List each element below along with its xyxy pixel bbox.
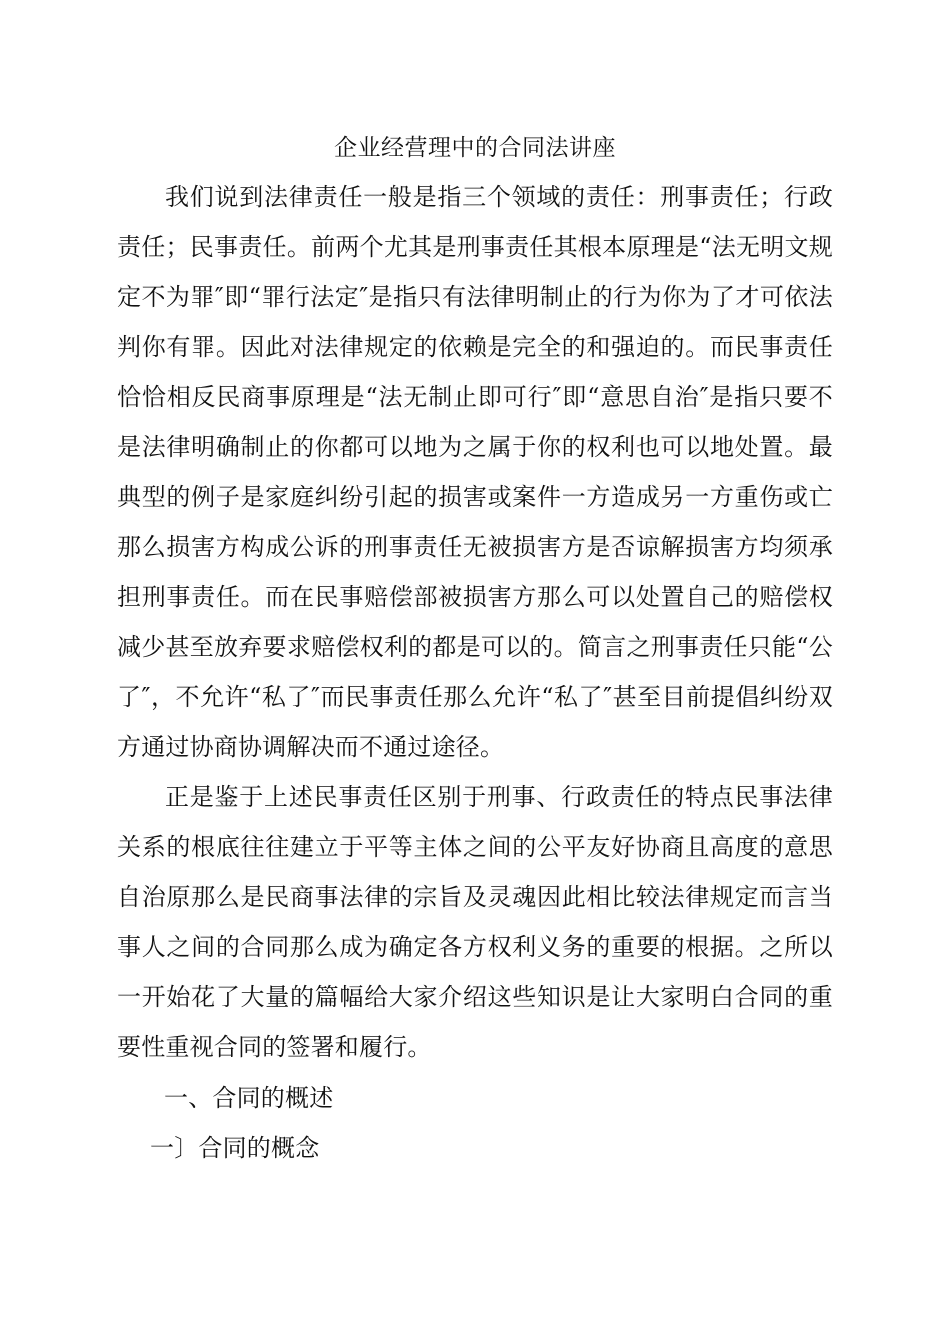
section-heading: 一、合同的概述 xyxy=(164,1084,334,1112)
body-paragraph-1: 我们说到法律责任一般是指三个领域的责任：刑事责任；行政责任；民事责任。前两个尤其是刑事责任其根本原理是“法无明文规定不为罪″即“罪行法定″是指只有法律明制止的行为你为了才可依法判你有罪。因此对法律规定的依赖是完全的和强迫的。而民事责任恰恰相反民商事原理是“法无制止即可行″即“意思自治″是指只要不是法律明确制止的你都可以地为之属于你的权利也可以地处置。最典型的例子是家庭纠纷引起的损害或案件一方造成另一方重伤或亡那么损害方构成公诉的刑事责任无被损害方是否谅解损害方均须承担刑事责任。而在民事赔偿部被损害方那么可以处置自己的赔偿权减少甚至放弃要求赔偿权利的都是可以的。简言之刑事责任只能“公了″，不允许“私了″而民事责任那么允许“私了″甚至目前提倡纠纷双方通过协商协调解决而不通过途径。 xyxy=(117,183,833,761)
subsection-heading: 一〕合同的概念 xyxy=(150,1134,320,1162)
body-paragraph-2: 正是鉴于上述民事责任区别于刑事、行政责任的特点民事法律关系的根底往往建立于平等主体之间的公平友好协商且高度的意思自治原那么是民商事法律的宗旨及灵魂因此相比较法律规定而言当事人之间的合同那么成为确定各方权利义务的重要的根据。之所以一开始花了大量的篇幅给大家介绍这些知识是让大家明白合同的重要性重视合同的签署和履行。 xyxy=(117,783,833,1061)
document-title: 企业经营理中的合同法讲座 xyxy=(334,135,616,161)
